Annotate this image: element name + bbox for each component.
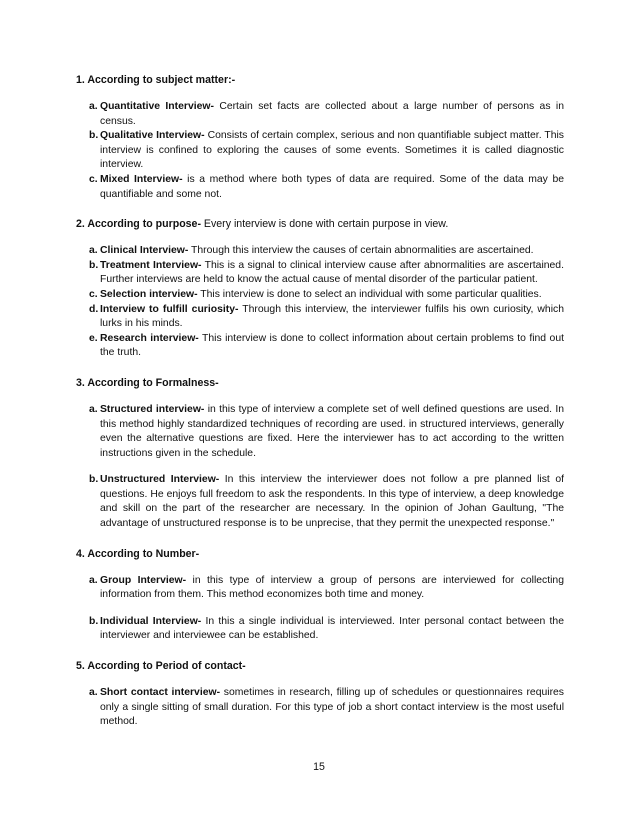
item-list: [76, 686, 564, 730]
section-subject-matter: [76, 73, 564, 202]
item-list: [76, 100, 564, 202]
section-heading: 4. According to Number-: [76, 547, 200, 560]
list-item: b. Qualitative Interview- Consists of certain complex, serious and non quantifiable subject matter. This interview is confined to exploring the causes of some events. Sometimes it is called diagnostic interview.: [89, 130, 564, 171]
list-item: b. Treatment Interview- This is a signal to clinical interview cause after abnormalities are ascertained. Further interviews are held to know the actual cause of mental disorder of the particular patient.: [89, 259, 564, 286]
section-period-of-contact: [76, 659, 564, 730]
list-item: b. Unstructured Interview- In this interview the interviewer does not follow a pre planned list of questions. He enjoys full freedom to ask the respondents. In this type of interview, a deep knowledge and skill on the part of the researcher are necessary. In the opinion of Johan Gaultung, "The advantage of unstructured response is to be unprecise, that they permit the unexpected response.": [89, 474, 564, 530]
item-list: [76, 574, 564, 644]
section-number: [76, 547, 564, 644]
section-heading: 2. According to purpose- Every interview is done with certain purpose in view.: [76, 218, 449, 231]
list-item: a. Group Interview- in this type of interview a group of persons are interviewed for collecting information from them. This method economizes both time and money.: [89, 574, 564, 601]
page-content: [76, 73, 564, 745]
section-formalness: [76, 376, 564, 532]
list-item: b. Individual Interview- In this a single individual is interviewed. Inter personal contact between the interviewer and interviewee can be established.: [89, 615, 564, 642]
section-heading: 1. According to subject matter:-: [76, 74, 236, 86]
list-item: a. Clinical Interview- Through this interview the causes of certain abnormalities are ascertained.: [89, 245, 534, 257]
list-item: a. Structured interview- in this type of interview a complete set of well defined questions are used. In this method highly standardized techniques of recording are used. in structured interviews, generally even the alternative questions are fixed. Here the interviewer has to act according to the written instructions given in the schedule.: [89, 403, 564, 459]
page-number: 15: [313, 761, 325, 773]
list-item: a. Quantitative Interview- Certain set facts are collected about a large number of persons as in census.: [89, 101, 565, 127]
item-list: [76, 244, 564, 361]
list-item: c. Mixed Interview- is a method where both types of data are required. Some of the data may be quantifiable and some not.: [89, 173, 564, 200]
list-item: a. Short contact interview- sometimes in research, filling up of schedules or questionnaires requires only a single sitting of small duration. For this type of job a short contact interview is the most useful method.: [89, 687, 564, 728]
list-item: d. Interview to fulfill curiosity- Through this interview, the interviewer fulfils his own curiosity, which lurks in his minds.: [89, 303, 564, 330]
section-purpose: [76, 217, 564, 361]
list-item: c. Selection interview- This interview is done to select an individual with some particular qualities.: [89, 288, 542, 300]
section-heading: 3. According to Formalness-: [76, 376, 219, 389]
spacer: [76, 461, 564, 473]
list-item: e. Research interview- This interview is done to collect information about certain problems to find out the truth.: [89, 332, 564, 359]
item-list: [76, 403, 564, 532]
spacer: [76, 603, 564, 615]
section-heading: 5. According to Period of contact-: [76, 660, 246, 673]
